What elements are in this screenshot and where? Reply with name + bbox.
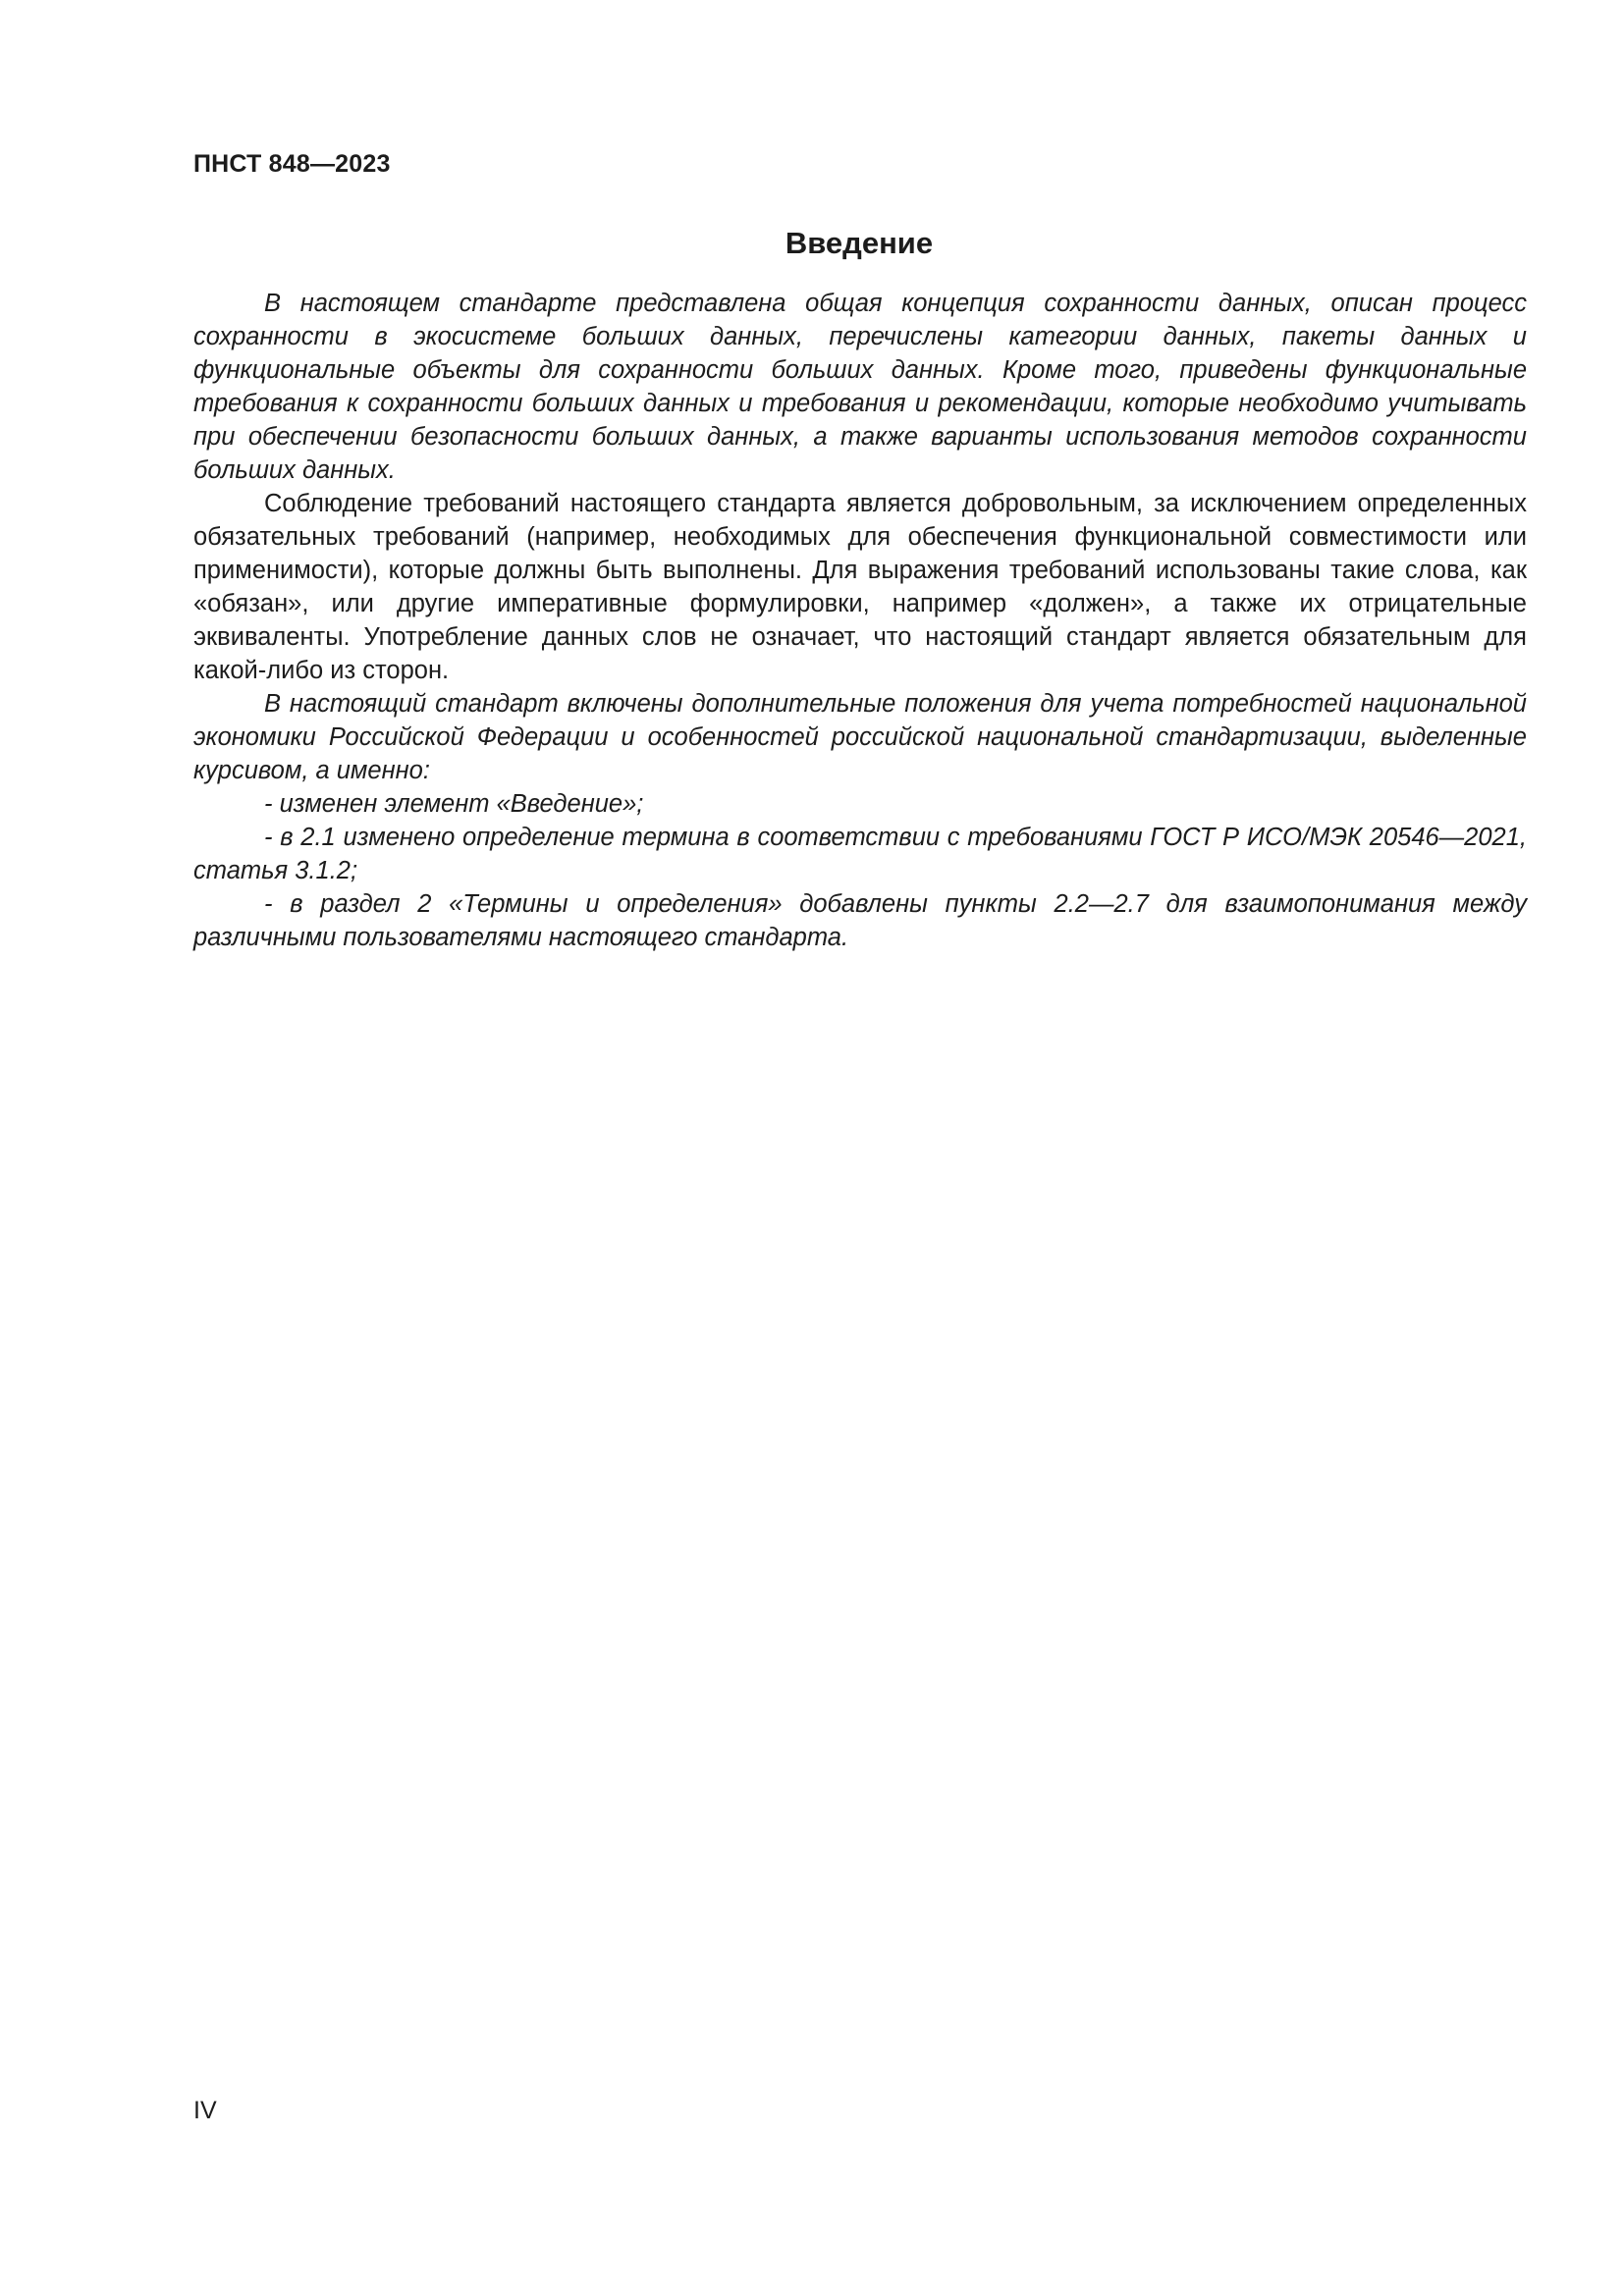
paragraph-compliance: Соблюдение требований настоящего стандарта является добровольным, за исключением определенных обязательных требований (например, необходимых для обеспечения функциональной совместимости или применимости), которые должны быть выполнены. Для выражения требований использованы такие слова, как «обязан», или другие императивные формулировки, например «должен», а также их отрицательные эквиваленты. Употребление данных слов не означает, что настоящий стандарт является обязательным для какой-либо из сторон.: [193, 490, 1527, 684]
list-item: - в раздел 2 «Термины и определения» добавлены пункты 2.2—2.7 для взаимопонимания между различными пользователями настоящего стандарта.: [193, 890, 1527, 951]
paragraph-intro: В настоящем стандарте представлена общая концепция сохранности данных, описан процесс сохранности в экосистеме больших данных, перечислены категории данных, пакеты данных и функциональные объекты для сохранности больших данных. Кроме того, приведены функциональные требования к сохранности больших данных и требования и рекомендации, которые необходимо учитывать при обеспечении безопасности больших данных, а также варианты использования методов сохранности больших данных.: [193, 290, 1527, 484]
page-number: IV: [193, 2097, 217, 2124]
body-text: [193, 287, 1527, 954]
list-item: - в 2.1 изменено определение термина в соответствии с требованиями ГОСТ Р ИСО/МЭК 20546—2021, статья 3.1.2;: [193, 824, 1527, 884]
document-id: ПНСТ 848—2023: [193, 150, 391, 178]
section-title: Введение: [785, 226, 934, 260]
list-item: - изменен элемент «Введение»;: [264, 790, 644, 818]
paragraph-additions: В настоящий стандарт включены дополнительные положения для учета потребностей национальной экономики Российской Федерации и особенностей российской национальной стандартизации, выделенные курсивом, а именно:: [193, 690, 1527, 784]
